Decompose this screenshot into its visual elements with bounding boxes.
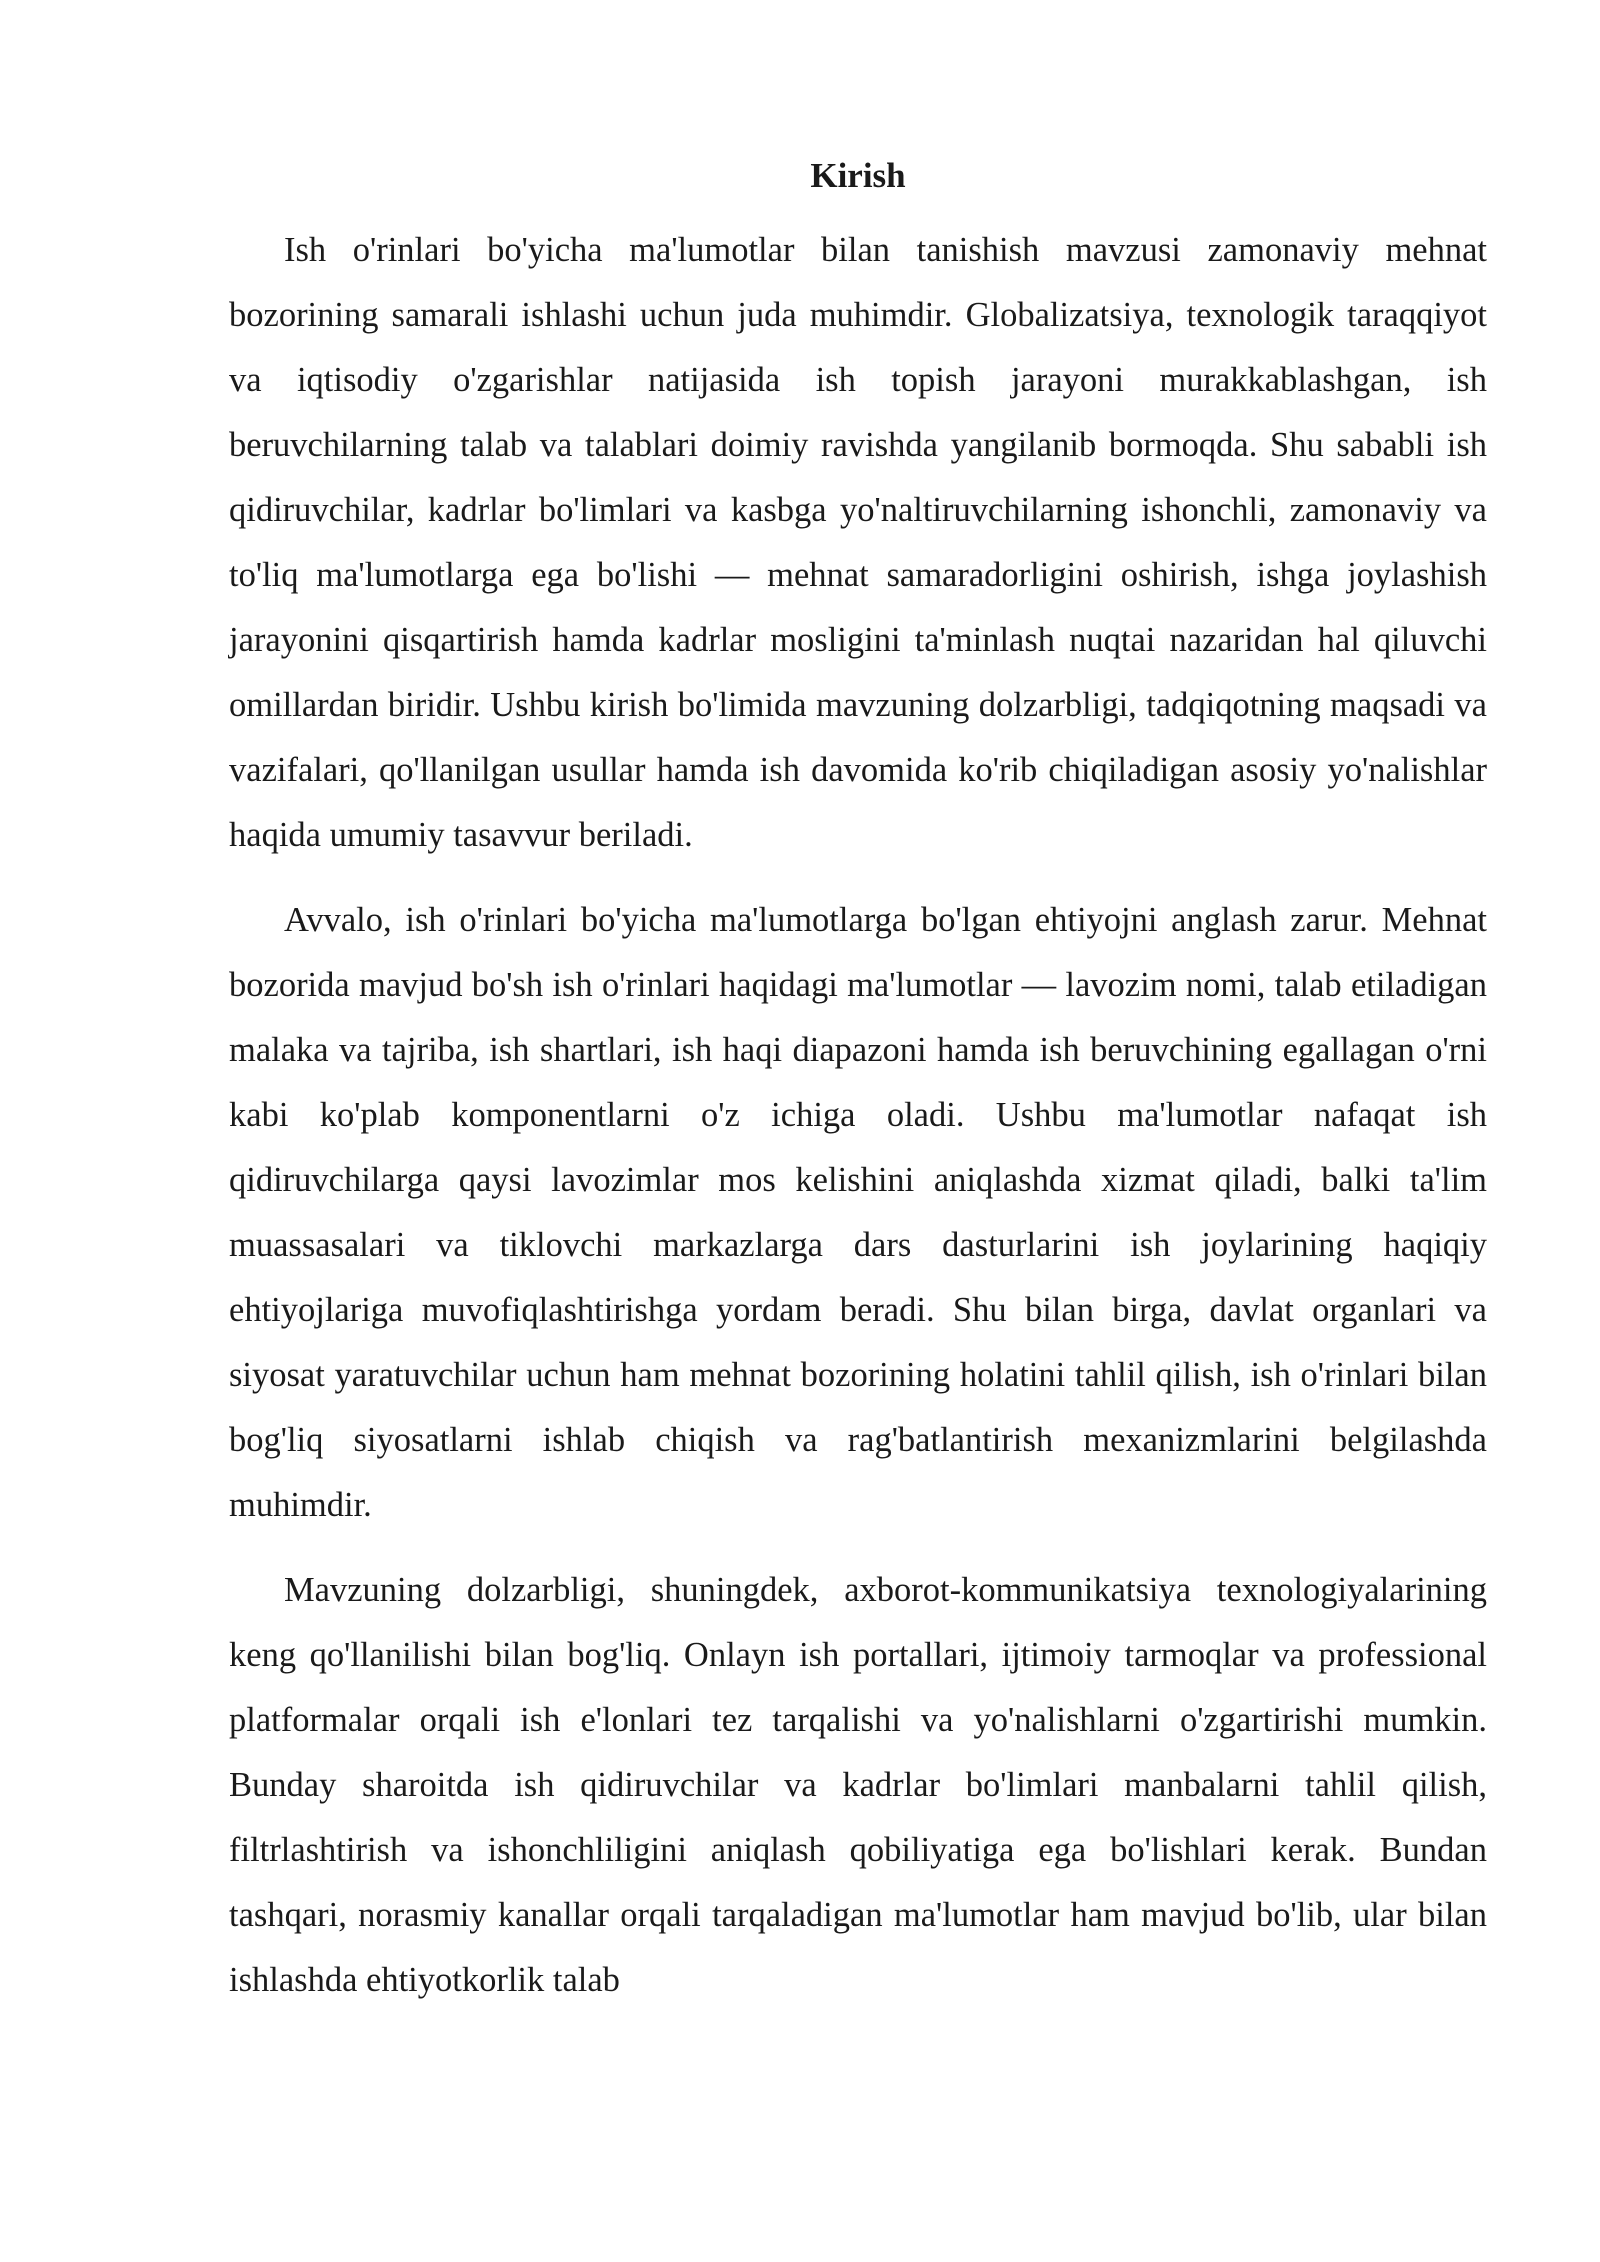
paragraph-1: Ish o'rinlari bo'yicha ma'lumotlar bilan tanishish mavzusi zamonaviy mehnat bozorining samarali ishlashi uchun juda muhimdir. Globalizatsiya, texnologik taraqqiyot va iqtisodiy o'zgarishlar natijasida ish topish jarayoni murakkablashgan, ish beruvchilarning talab va talablari doimiy ravishda yangilanib bormoqda. Shu sababli ish qidiruvchilar, kadrlar bo'limlari va kasbga yo'naltiruvchilarning ishonchli, zamonaviy va to'liq ma'lumotlarga ega bo'lishi — mehnat samaradorligini oshirish, ishga joylashish jarayonini qisqartirish hamda kadrlar mosligini ta'minlash nuqtai nazaridan hal qiluvchi omillardan biridir. Ushbu kirish bo'limida mavzuning dolzarbligi, tadqiqotning maqsadi va vazifalari, qo'llanilgan usullar hamda ish davomida ko'rib chiqiladigan asosiy yo'nalishlar haqida umumiy tasavvur beriladi. — [229, 231, 1487, 854]
document-body — [229, 150, 1487, 2033]
paragraph-2: Avvalo, ish o'rinlari bo'yicha ma'lumotlarga bo'lgan ehtiyojni anglash zarur. Mehnat bozorida mavjud bo'sh ish o'rinlari haqidagi ma'lumotlar — lavozim nomi, talab etiladigan malaka va tajriba, ish shartlari, ish haqi diapazoni hamda ish beruvchining egallagan o'rni kabi ko'plab komponentlarni o'z ichiga oladi. Ushbu ma'lumotlar nafaqat ish qidiruvchilarga qaysi lavozimlar mos kelishini aniqlashda xizmat qiladi, balki ta'lim muassasalari va tiklovchi markazlarga dars dasturlarini ish joylarining haqiqiy ehtiyojlariga muvofiqlashtirishga yordam beradi. Shu bilan birga, davlat organlari va siyosat yaratuvchilar uchun ham mehnat bozorining holatini tahlil qilish, ish o'rinlari bilan bog'liq siyosatlarni ishlab chiqish va rag'batlantirish mexanizmlarini belgilashda muhimdir. — [229, 901, 1487, 1524]
page-title: Kirish — [810, 156, 906, 195]
paragraph-3: Mavzuning dolzarbligi, shuningdek, axborot-kommunikatsiya texnologiyalarining keng qo'llanilishi bilan bog'liq. Onlayn ish portallari, ijtimoiy tarmoqlar va professional platformalar orqali ish e'lonlari tez tarqalishi va yo'nalishlarni o'zgartirishi mumkin. Bunday sharoitda ish qidiruvchilar va kadrlar bo'limlari manbalarni tahlil qilish, filtrlashtirish va ishonchliligini aniqlash qobiliyatiga ega bo'lishlari kerak. Bundan tashqari, norasmiy kanallar orqali tarqaladigan ma'lumotlar ham mavjud bo'lib, ular bilan ishlashda ehtiyotkorlik talab — [229, 1571, 1487, 1999]
